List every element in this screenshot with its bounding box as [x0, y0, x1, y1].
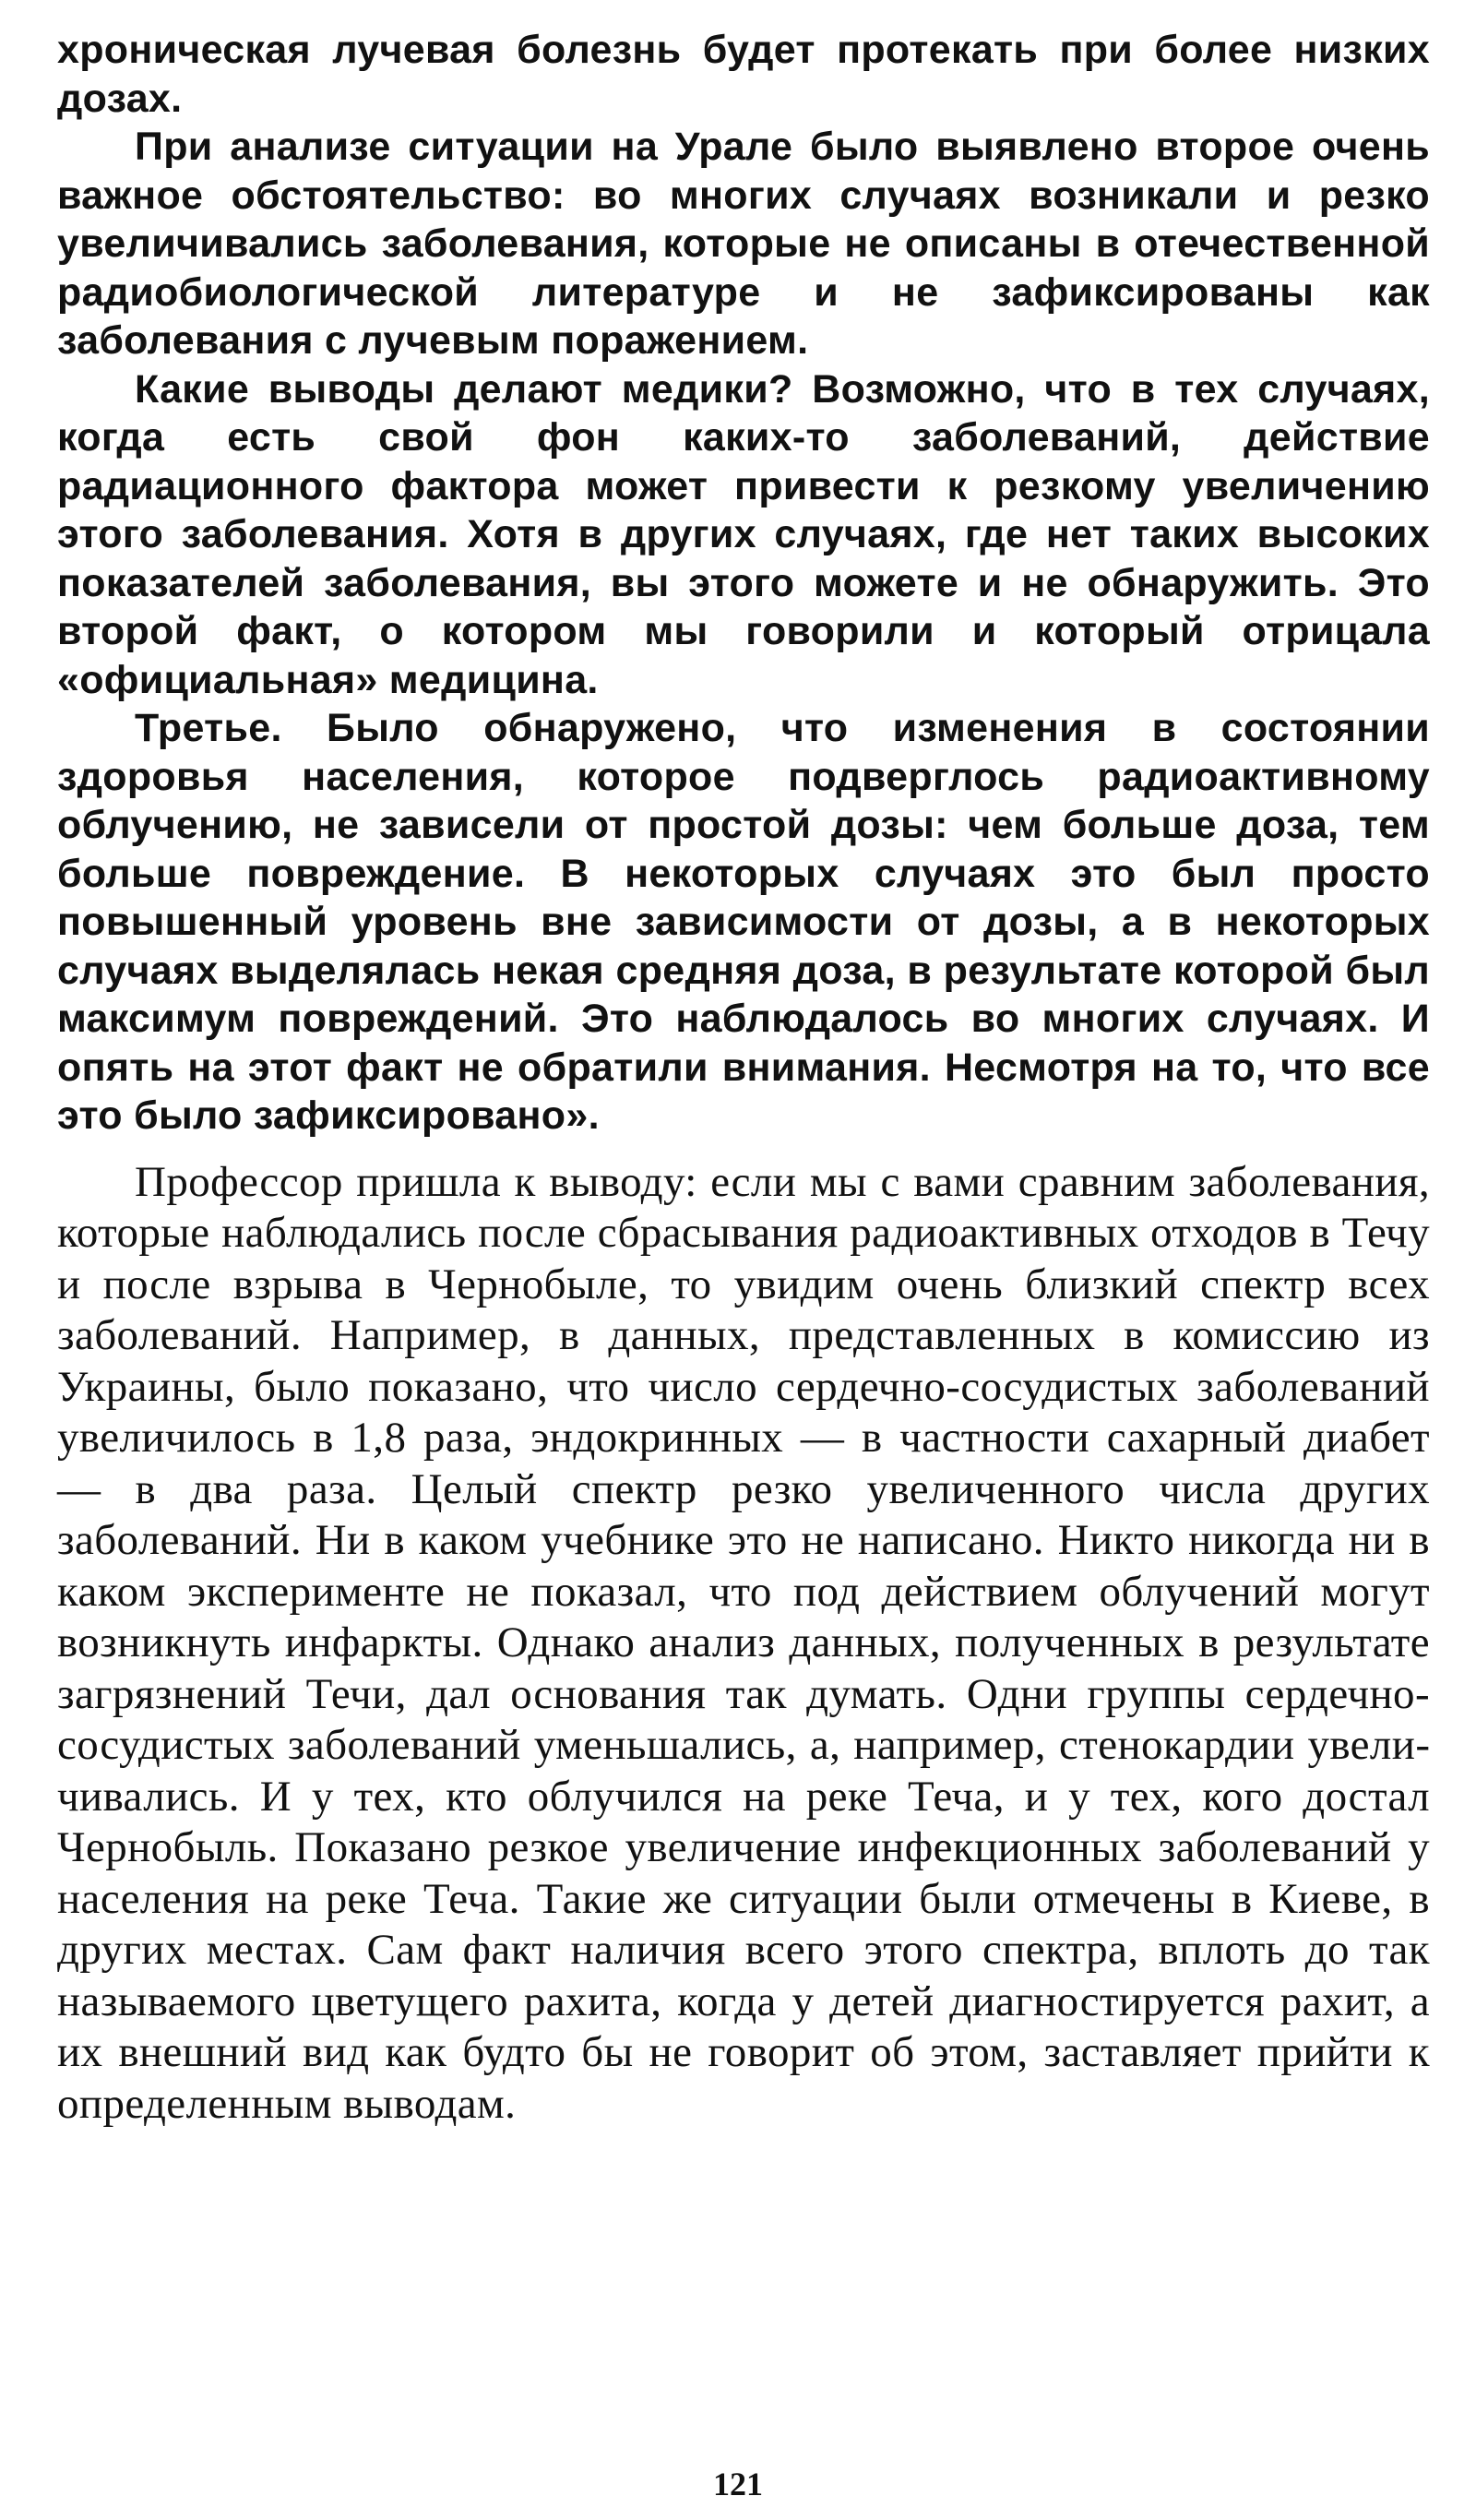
paragraph-ural-analysis: При анализе ситуации на Урале было выявлено второе очень важное обстоятельство: во многих случаях возникали и резко увеличивались заболевания, которые не описаны в отечественной радиобиологической литературе и не зафиксированы как заболевания с лучевым поражением.	[57, 125, 1430, 363]
serif-text-block	[57, 1157, 1430, 2131]
book-page	[57, 26, 1430, 2130]
paragraph-professor-conclusion: Профессор пришла к выводу: если мы с вами сравним заболевания, которые наблюдались после сбрасывания радиоактивных отходов в Течу и после взрыва в Чернобыле, то увидим очень близкий спектр всех заболеваний. Например, в данных, представленных в комиссию из Украины, было показано, что число сердечно-сосудистых заболеваний увеличилось в 1,8 раза, эндокринных — в частности сахарный диабет — в два раза. Целый спектр резко увеличенного числа других заболеваний. Ни в каком учебнике это не написано. Никто никогда ни в каком эксперименте не показал, что под действием облучений могут возникнуть инфаркты. Однако анализ данных, полученных в результате загрязнений Течи, дал основания так думать. Одни группы сердечно-сосудистых заболеваний уменьшались, а, например, стенокардии увеличивались. И у тех, кто облучился на реке Теча, и у тех, кого достал Чернобыль. Показано резкое увеличение инфекционных заболеваний у населения на реке Теча. Такие же ситуации были отмечены в Киеве, в других местах. Сам факт наличия всего этого спектра, вплоть до так называемого цветущего рахита, когда у детей диагностируется рахит, а их внешний вид как будто бы не говорит об этом, заставляет прийти к определенным выводам.	[57, 1157, 1430, 2128]
sans-text-block	[57, 26, 1430, 1141]
page-number: 121	[713, 2466, 763, 2502]
paragraph-third-finding: Третье. Было обнаружено, что изменения в состоянии здоровья населения, которое подверглось радиоактивному облучению, не зависели от простой дозы: чем больше доза, тем больше повреждение. В некоторых случаях это был просто повышенный уровень вне зависимости от дозы, а в некоторых случаях выделялась некая средняя доза, в результате которой был максимум повреждений. Это наблюдалось во многих случаях. И опять на этот факт не обратили внимания. Несмотря на то, что все это было зафиксировано».	[57, 706, 1430, 1138]
paragraph-continuation: хроническая лучевая болезнь будет протекать при более низких дозах.	[57, 28, 1430, 121]
paragraph-medical-conclusions: Какие выводы делают медики? Возможно, что в тех случаях, когда есть свой фон каких-то заболеваний, действие радиационного фактора может привести к резкому увеличению этого заболевания. Хотя в других случаях, где нет таких высоких показателей заболевания, вы этого можете и не обнаружить. Это второй факт, о котором мы говорили и который отрицала «официальная» медицина.	[57, 366, 1430, 702]
